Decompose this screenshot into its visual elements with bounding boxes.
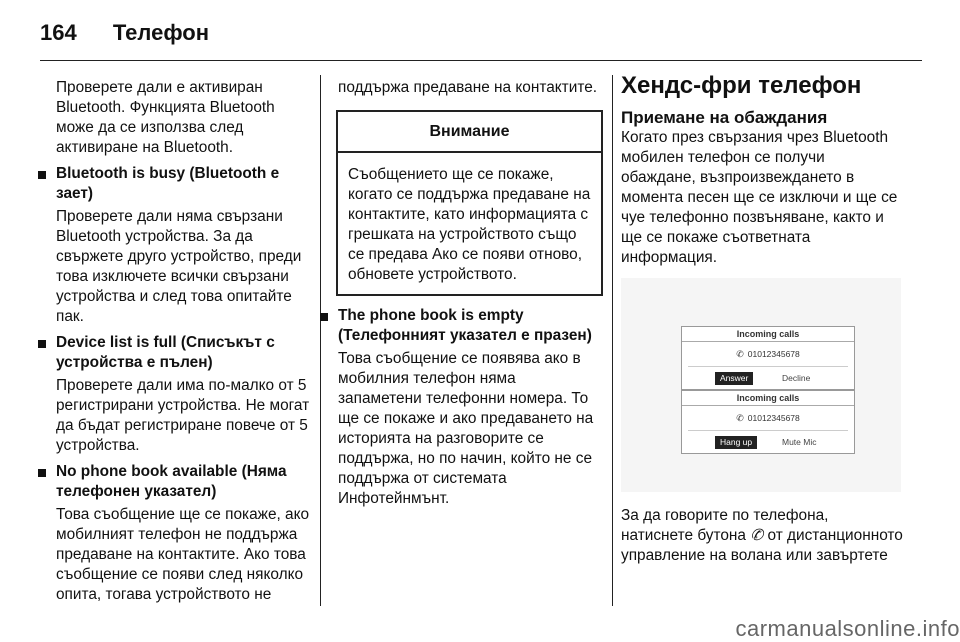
section-heading: Хендс-фри телефон: [621, 72, 862, 99]
watermark: carmanualsonline.info: [735, 616, 960, 641]
incoming-call-panel: [681, 326, 855, 390]
bullet-icon: [38, 469, 46, 477]
caller-number-text: 01012345678: [747, 349, 800, 359]
item-title: The phone book is empty (Телефонният указател е празен): [338, 307, 592, 344]
panel-title: Incoming calls: [736, 393, 800, 403]
receive-call-paragraph: Когато през свързания чрез Bluetooth мобилен телефон се получи обаждане, възпроизвеждането в момента песен ще се изключи и ще се чуе телефонно позвъняване, както и ще се покаже съответната информация.: [621, 129, 898, 266]
phone-icon: ✆: [750, 527, 764, 544]
bullet-icon: [320, 313, 328, 321]
phone-icon: ✆: [736, 413, 744, 423]
phone-icon: ✆: [736, 349, 744, 359]
list-item: [38, 462, 312, 605]
column-divider: [612, 75, 613, 606]
list-item: [320, 306, 603, 509]
item-title: No phone book available (Няма телефонен указател): [56, 463, 287, 500]
column-left: [56, 78, 312, 605]
page-number: 164: [40, 20, 77, 45]
notice-box: [336, 110, 603, 296]
active-call-panel: [681, 390, 855, 454]
notice-title: Внимание: [338, 112, 601, 153]
mute-mic-button[interactable]: Mute Mic: [782, 437, 817, 447]
caller-number-text: 01012345678: [747, 413, 800, 423]
item-body: Проверете дали има по-малко от 5 регистрирани устройства. Не могат да бъдат регистриране повече от 5 устройства.: [56, 377, 310, 454]
intro-paragraph: Проверете дали е активиран Bluetooth. Функцията Bluetooth може да се използва след активиране на Bluetooth.: [56, 79, 275, 156]
page-title: Телефон: [112, 20, 210, 45]
talk-instructions: [621, 506, 903, 566]
bullet-icon: [38, 171, 46, 179]
panel-title: Incoming calls: [736, 329, 800, 339]
talk-text-b: от дистанционното управление на волана или завъртете: [621, 527, 903, 564]
column-middle: [338, 78, 603, 509]
bullet-icon: [38, 340, 46, 348]
item-body: Проверете дали няма свързани Bluetooth устройства. За да свържете друго устройство, преди това изключете всички свързани устройства и след това опитайте пак.: [56, 208, 302, 325]
continued-text: поддържа предаване на контактите.: [338, 79, 598, 96]
list-item: [38, 164, 312, 327]
list-item: [38, 333, 312, 456]
decline-button[interactable]: Decline: [782, 373, 811, 383]
talk-text-a: За да говорите по телефона, натиснете бутона: [621, 507, 829, 544]
item-body: Това съобщение се появява ако в мобилния телефон няма запаметени телефонни номера. То ще се покаже и ако предаването на историята на разговорите се поддържа, но по начин, който не се поддържа от системата Инфотейнмънт.: [338, 350, 594, 507]
column-right: [621, 72, 903, 566]
caller-number: [682, 406, 854, 430]
incoming-call-screenshot: [621, 278, 901, 492]
subsection-heading: Приемане на обаждания: [621, 108, 828, 127]
item-body: Това съобщение ще се покаже, ако мобилният телефон не поддържа предаване на контактите. Ако това съобщение се появи след няколко опита, тогава устройството не: [56, 506, 310, 603]
caller-number: [682, 342, 854, 366]
item-title: Bluetooth is busy (Bluetooth е зает): [56, 165, 280, 202]
hang-up-button[interactable]: Hang up: [715, 436, 757, 449]
item-title: Device list is full (Списъкът с устройства е пълен): [56, 334, 275, 371]
header-rule: [40, 60, 922, 61]
notice-body: Съобщението ще се покаже, когато се поддържа предаване на контактите, като информацията с грешката на устройството също се предава Ако се появи отново, обновете устройството.: [348, 166, 591, 283]
page-header: [40, 20, 209, 46]
answer-button[interactable]: Answer: [715, 372, 753, 385]
